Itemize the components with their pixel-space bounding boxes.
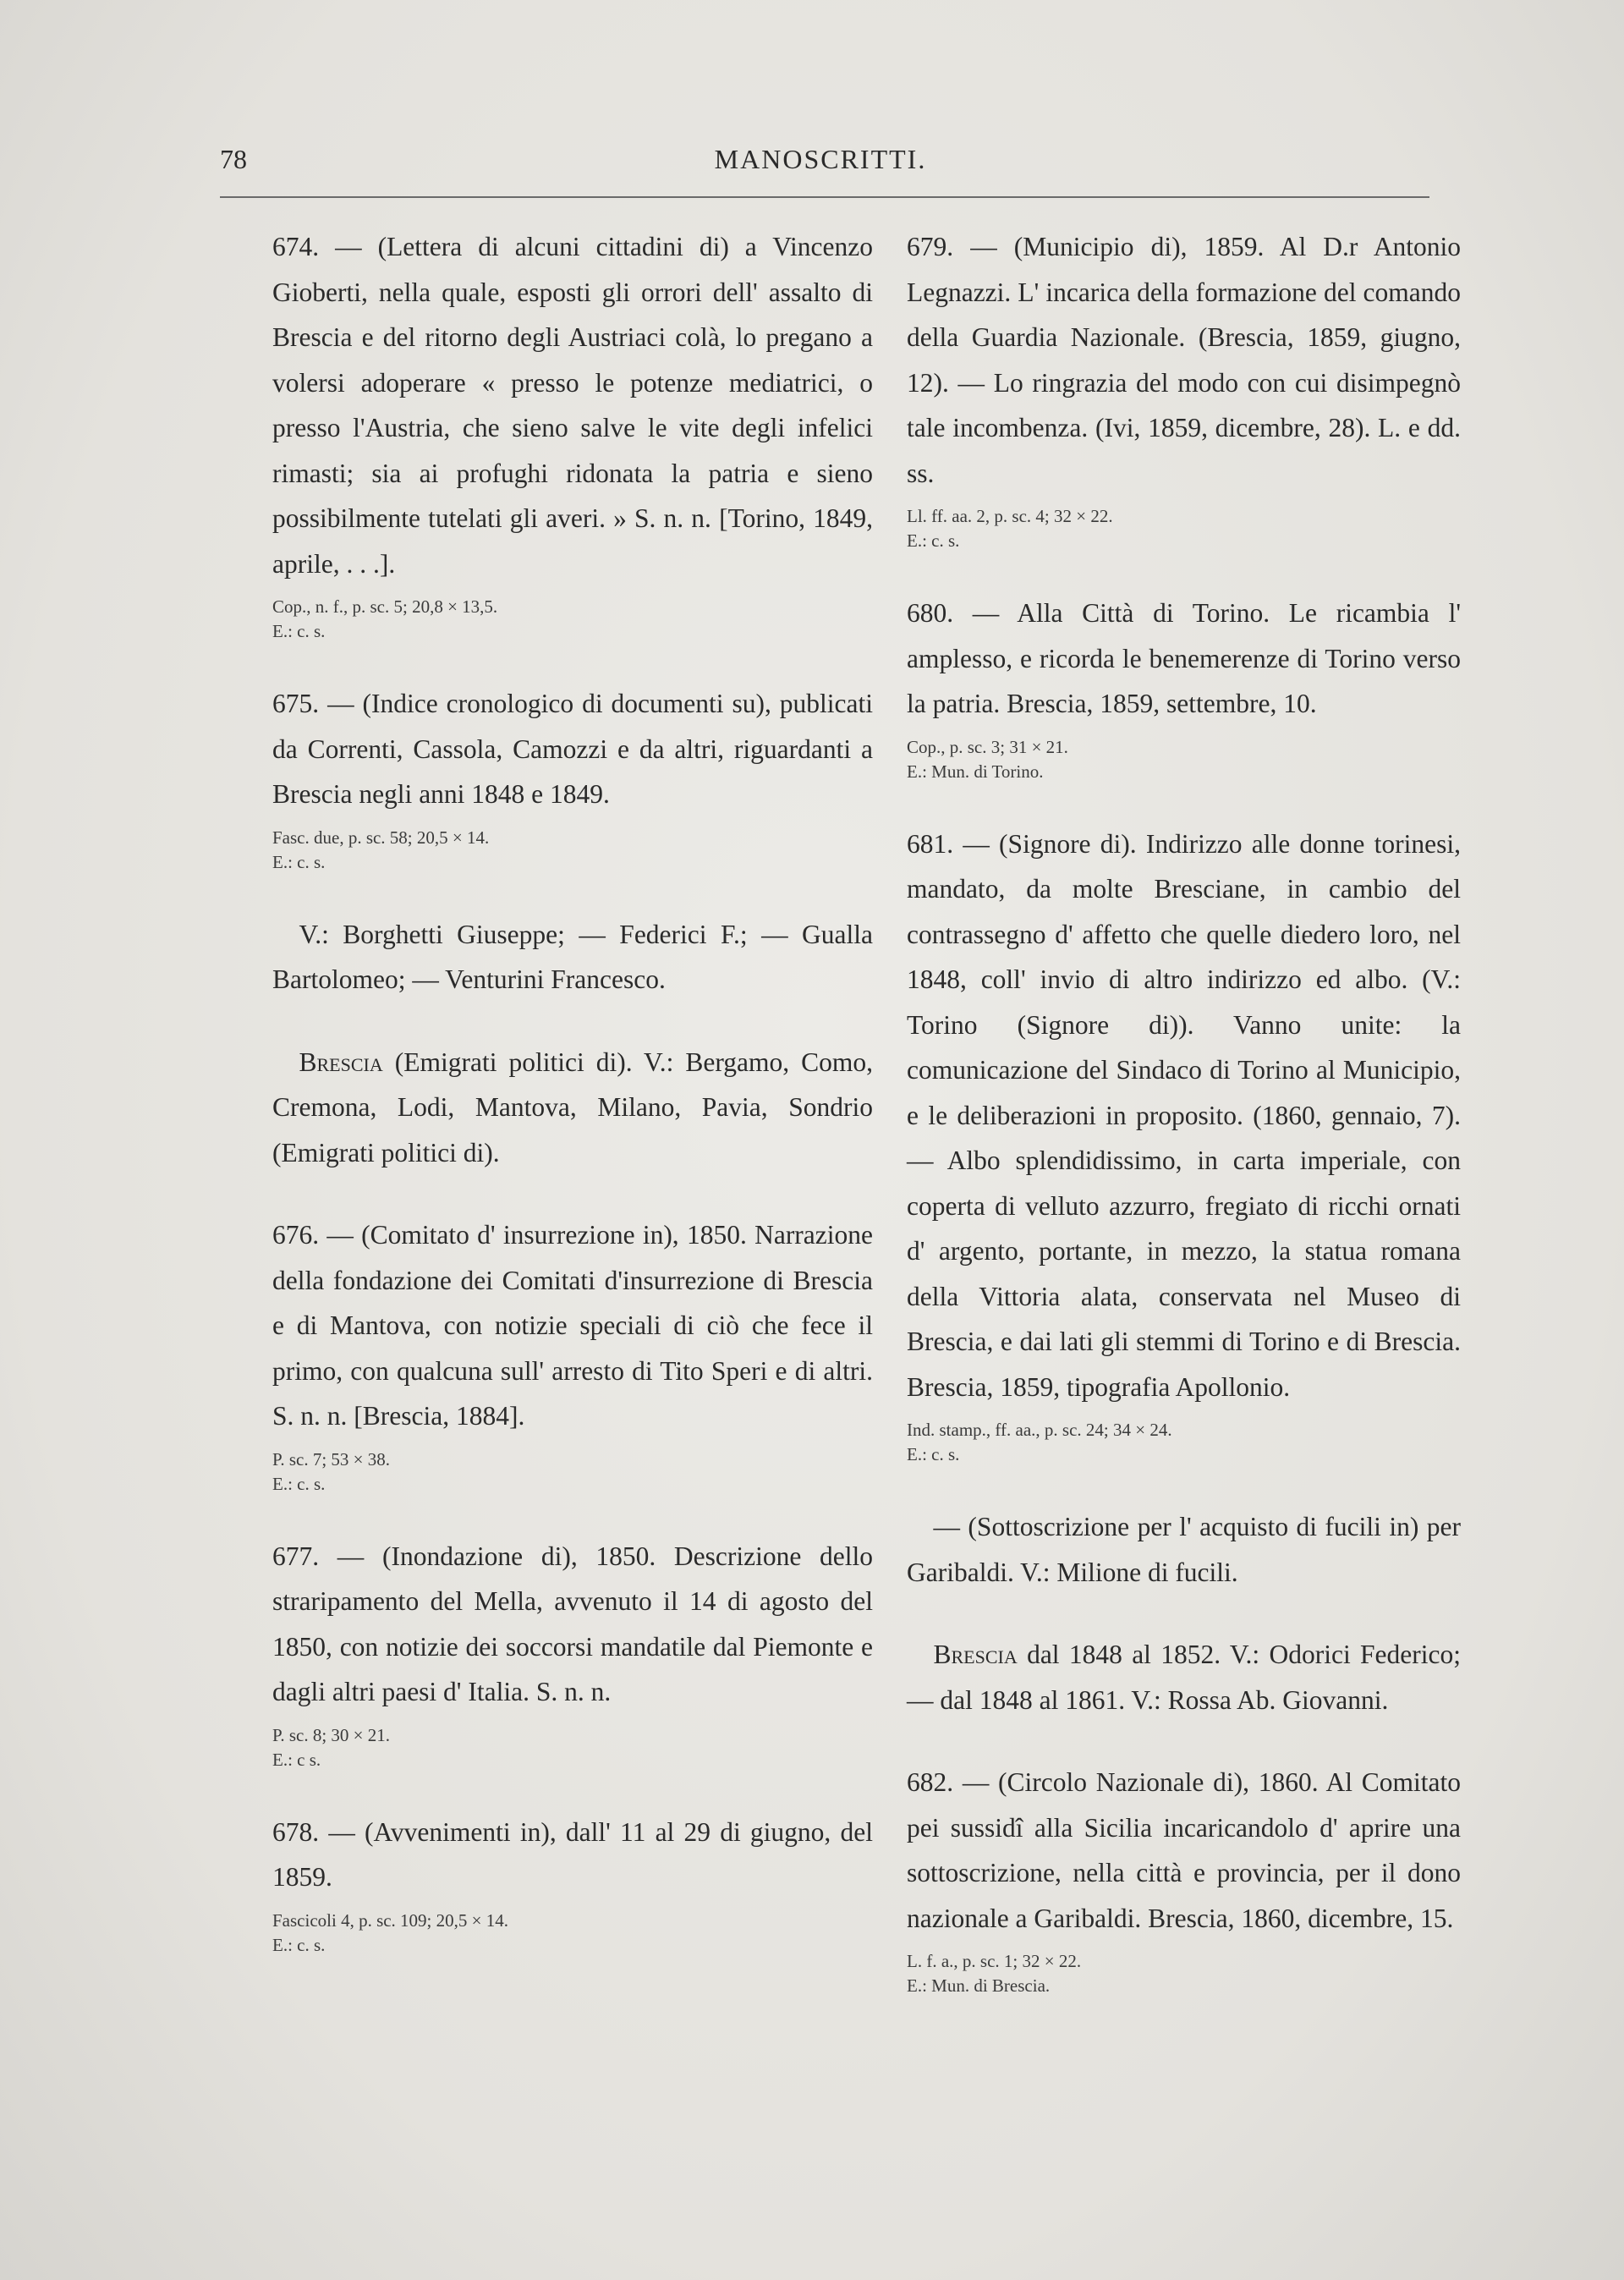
description-line: Cop., p. sc. 3; 31 × 21. bbox=[907, 736, 1068, 757]
cross-reference bbox=[907, 1632, 1461, 1722]
entry-text bbox=[272, 1810, 873, 1900]
physical-description bbox=[272, 1909, 873, 1958]
crossref-text bbox=[272, 912, 873, 1003]
entry-body: 674. — (Lettera di alcuni cittadini di) a Vincenzo Gioberti, nella quale, esposti gli orrori dell' assalto di Brescia e del ritorno degli Austriaci colà, lo pregano a volersi adoperare « presso le potenze mediatrici, o presso l'Austria, che sieno salve le vite degli infelici rimasti; sia ai profughi ridonata la patria e sieno possibilmente tutelati gli averi. » S. n. n. [Torino, 1849, aprile, . . .]. bbox=[272, 232, 873, 579]
catalog-entry bbox=[272, 1810, 873, 1958]
description-line: Cop., n. f., p. sc. 5; 20,8 × 13,5. bbox=[272, 596, 498, 617]
left-column bbox=[272, 224, 873, 1995]
description-line: E.: c. s. bbox=[907, 1444, 960, 1464]
entry-body: 675. — (Indice cronologico di documenti su), publicati da Correnti, Cassola, Camozzi e da altri, riguardanti a Brescia negli anni 1848 e 1849. bbox=[272, 689, 873, 809]
description-line: Fascicoli 4, p. sc. 109; 20,5 × 14. bbox=[272, 1909, 508, 1931]
crossref-text bbox=[907, 1632, 1461, 1722]
entry-body: 676. — (Comitato d' insurrezione in), 1850. Narrazione della fondazione dei Comitati d'insurrezione di Brescia e di Mantova, con notizie speciali di ciò che fece il primo, con qualcuna sull' arresto di Tito Speri e di altri. S. n. n. [Brescia, 1884]. bbox=[272, 1220, 873, 1431]
crossref-lead: Brescia bbox=[299, 1047, 383, 1077]
entry-text bbox=[272, 1534, 873, 1715]
entry-text bbox=[272, 224, 873, 586]
cross-reference bbox=[272, 1040, 873, 1176]
entry-body: V.: Borghetti Giuseppe; — Federici F.; — Gualla Bartolomeo; — Venturini Francesco. bbox=[272, 919, 873, 994]
entry-body: 680. — Alla Città di Torino. Le ricambia l' amplesso, e ricorda le benemerenze di Torino verso la patria. Brescia, 1859, settembre, 10. bbox=[907, 598, 1461, 718]
entry-body: 682. — (Circolo Nazionale di), 1860. Al Comitato pei sussidî alla Sicilia incaricandolo d' aprire una sottoscrizione, nella città e provincia, per il dono nazionale a Garibaldi. Brescia, 1860, dicembre, 15. bbox=[907, 1767, 1461, 1933]
crossref-lead: Brescia bbox=[933, 1640, 1018, 1669]
description-line: Ind. stamp., ff. aa., p. sc. 24; 34 × 24. bbox=[907, 1420, 1172, 1440]
entry-text bbox=[907, 591, 1461, 727]
entry-body: (Emigrati politici di). V.: Bergamo, Como, Cremona, Lodi, Mantova, Milano, Pavia, Sondrio (Emigrati politici di). bbox=[272, 1047, 873, 1167]
entry-body: 677. — (Inondazione di), 1850. Descrizione dello straripamento del Mella, avvenuto il 14 di agosto del 1850, con notizie dei soccorsi mandatile dal Piemonte e dagli altri paesi d' Italia. S. n. n. bbox=[272, 1541, 873, 1706]
physical-description bbox=[272, 1723, 873, 1772]
catalog-entry bbox=[907, 821, 1461, 1468]
entry-text bbox=[907, 821, 1461, 1410]
description-line: E.: c. s. bbox=[272, 1473, 326, 1494]
catalog-entry bbox=[272, 1534, 873, 1772]
page-number: 78 bbox=[220, 144, 247, 174]
physical-description bbox=[907, 1418, 1461, 1467]
description-line: E.: c. s. bbox=[272, 621, 326, 641]
page-header bbox=[220, 144, 1421, 186]
entry-body: 679. — (Municipio di), 1859. Al D.r Antonio Legnazzi. L' incarica della formazione del comando della Guardia Nazionale. (Brescia, 1859, giugno, 12). — Lo ringrazia del modo con cui disimpegnò tale incombenza. (Ivi, 1859, dicembre, 28). L. e dd. ss. bbox=[907, 232, 1461, 488]
entry-body: dal 1848 al 1852. V.: Odorici Federico; — dal 1848 al 1861. V.: Rossa Ab. Giovanni. bbox=[907, 1640, 1461, 1715]
catalog-entry bbox=[272, 224, 873, 644]
catalog-entry bbox=[907, 224, 1461, 553]
physical-description bbox=[907, 735, 1461, 784]
entry-text bbox=[907, 224, 1461, 496]
catalog-entry bbox=[272, 681, 873, 875]
catalog-entry bbox=[907, 1760, 1461, 1998]
entry-body: — (Sottoscrizione per l' acquisto di fucili in) per Garibaldi. V.: Milione di fucili. bbox=[907, 1512, 1461, 1587]
description-line: E.: c s. bbox=[272, 1749, 321, 1770]
right-column bbox=[907, 224, 1461, 2036]
catalog-entry bbox=[907, 591, 1461, 784]
crossref-text bbox=[272, 1040, 873, 1176]
description-line: P. sc. 8; 30 × 21. bbox=[272, 1724, 391, 1745]
entry-body: 681. — (Signore di). Indirizzo alle donne torinesi, mandato, da molte Bresciane, in cambio del contrassegno d' affetto che quelle diedero loro, nel 1848, coll' invio di altro indirizzo ed albo. (V.: Torino (Signore di)). Vanno unite: la comunicazione del Sindaco di Torino al Municipio, e le deliberazioni in proposito. (1860, gennaio, 7). — Albo splendidissimo, in carta imperiale, con coperta di velluto azzurro, fregiato di ricchi ornati d' argento, portante, in mezzo, la statua romana della Vittoria alata, conservata nel Museo di Brescia, e dai lati gli stemmi di Torino e di Brescia. Brescia, 1859, tipografia Apollonio. bbox=[907, 828, 1461, 1402]
physical-description bbox=[907, 504, 1461, 553]
description-line: E.: c. s. bbox=[272, 851, 326, 872]
running-title: MANOSCRITTI. bbox=[714, 144, 927, 174]
entry-text bbox=[272, 681, 873, 817]
cross-reference bbox=[272, 912, 873, 1003]
physical-description bbox=[272, 595, 873, 644]
physical-description bbox=[272, 826, 873, 875]
entry-text bbox=[907, 1760, 1461, 1941]
catalog-entry bbox=[272, 1212, 873, 1497]
description-line: E.: c. s. bbox=[907, 530, 960, 551]
entry-body: 678. — (Avvenimenti in), dall' 11 al 29 di giugno, del 1859. bbox=[272, 1816, 873, 1892]
entry-text bbox=[272, 1212, 873, 1439]
description-line: E.: Mun. di Brescia. bbox=[907, 1975, 1051, 1996]
crossref-text bbox=[907, 1504, 1461, 1595]
description-line: E.: c. s. bbox=[272, 1934, 326, 1955]
header-rule bbox=[220, 196, 1429, 198]
description-line: Ll. ff. aa. 2, p. sc. 4; 32 × 22. bbox=[907, 506, 1113, 526]
description-line: E.: Mun. di Torino. bbox=[907, 761, 1044, 782]
physical-description bbox=[272, 1448, 873, 1497]
cross-reference bbox=[907, 1504, 1461, 1595]
description-line: Fasc. due, p. sc. 58; 20,5 × 14. bbox=[272, 827, 490, 848]
description-line: P. sc. 7; 53 × 38. bbox=[272, 1448, 391, 1470]
description-line: L. f. a., p. sc. 1; 32 × 22. bbox=[907, 1951, 1082, 1971]
physical-description bbox=[907, 1949, 1461, 1998]
